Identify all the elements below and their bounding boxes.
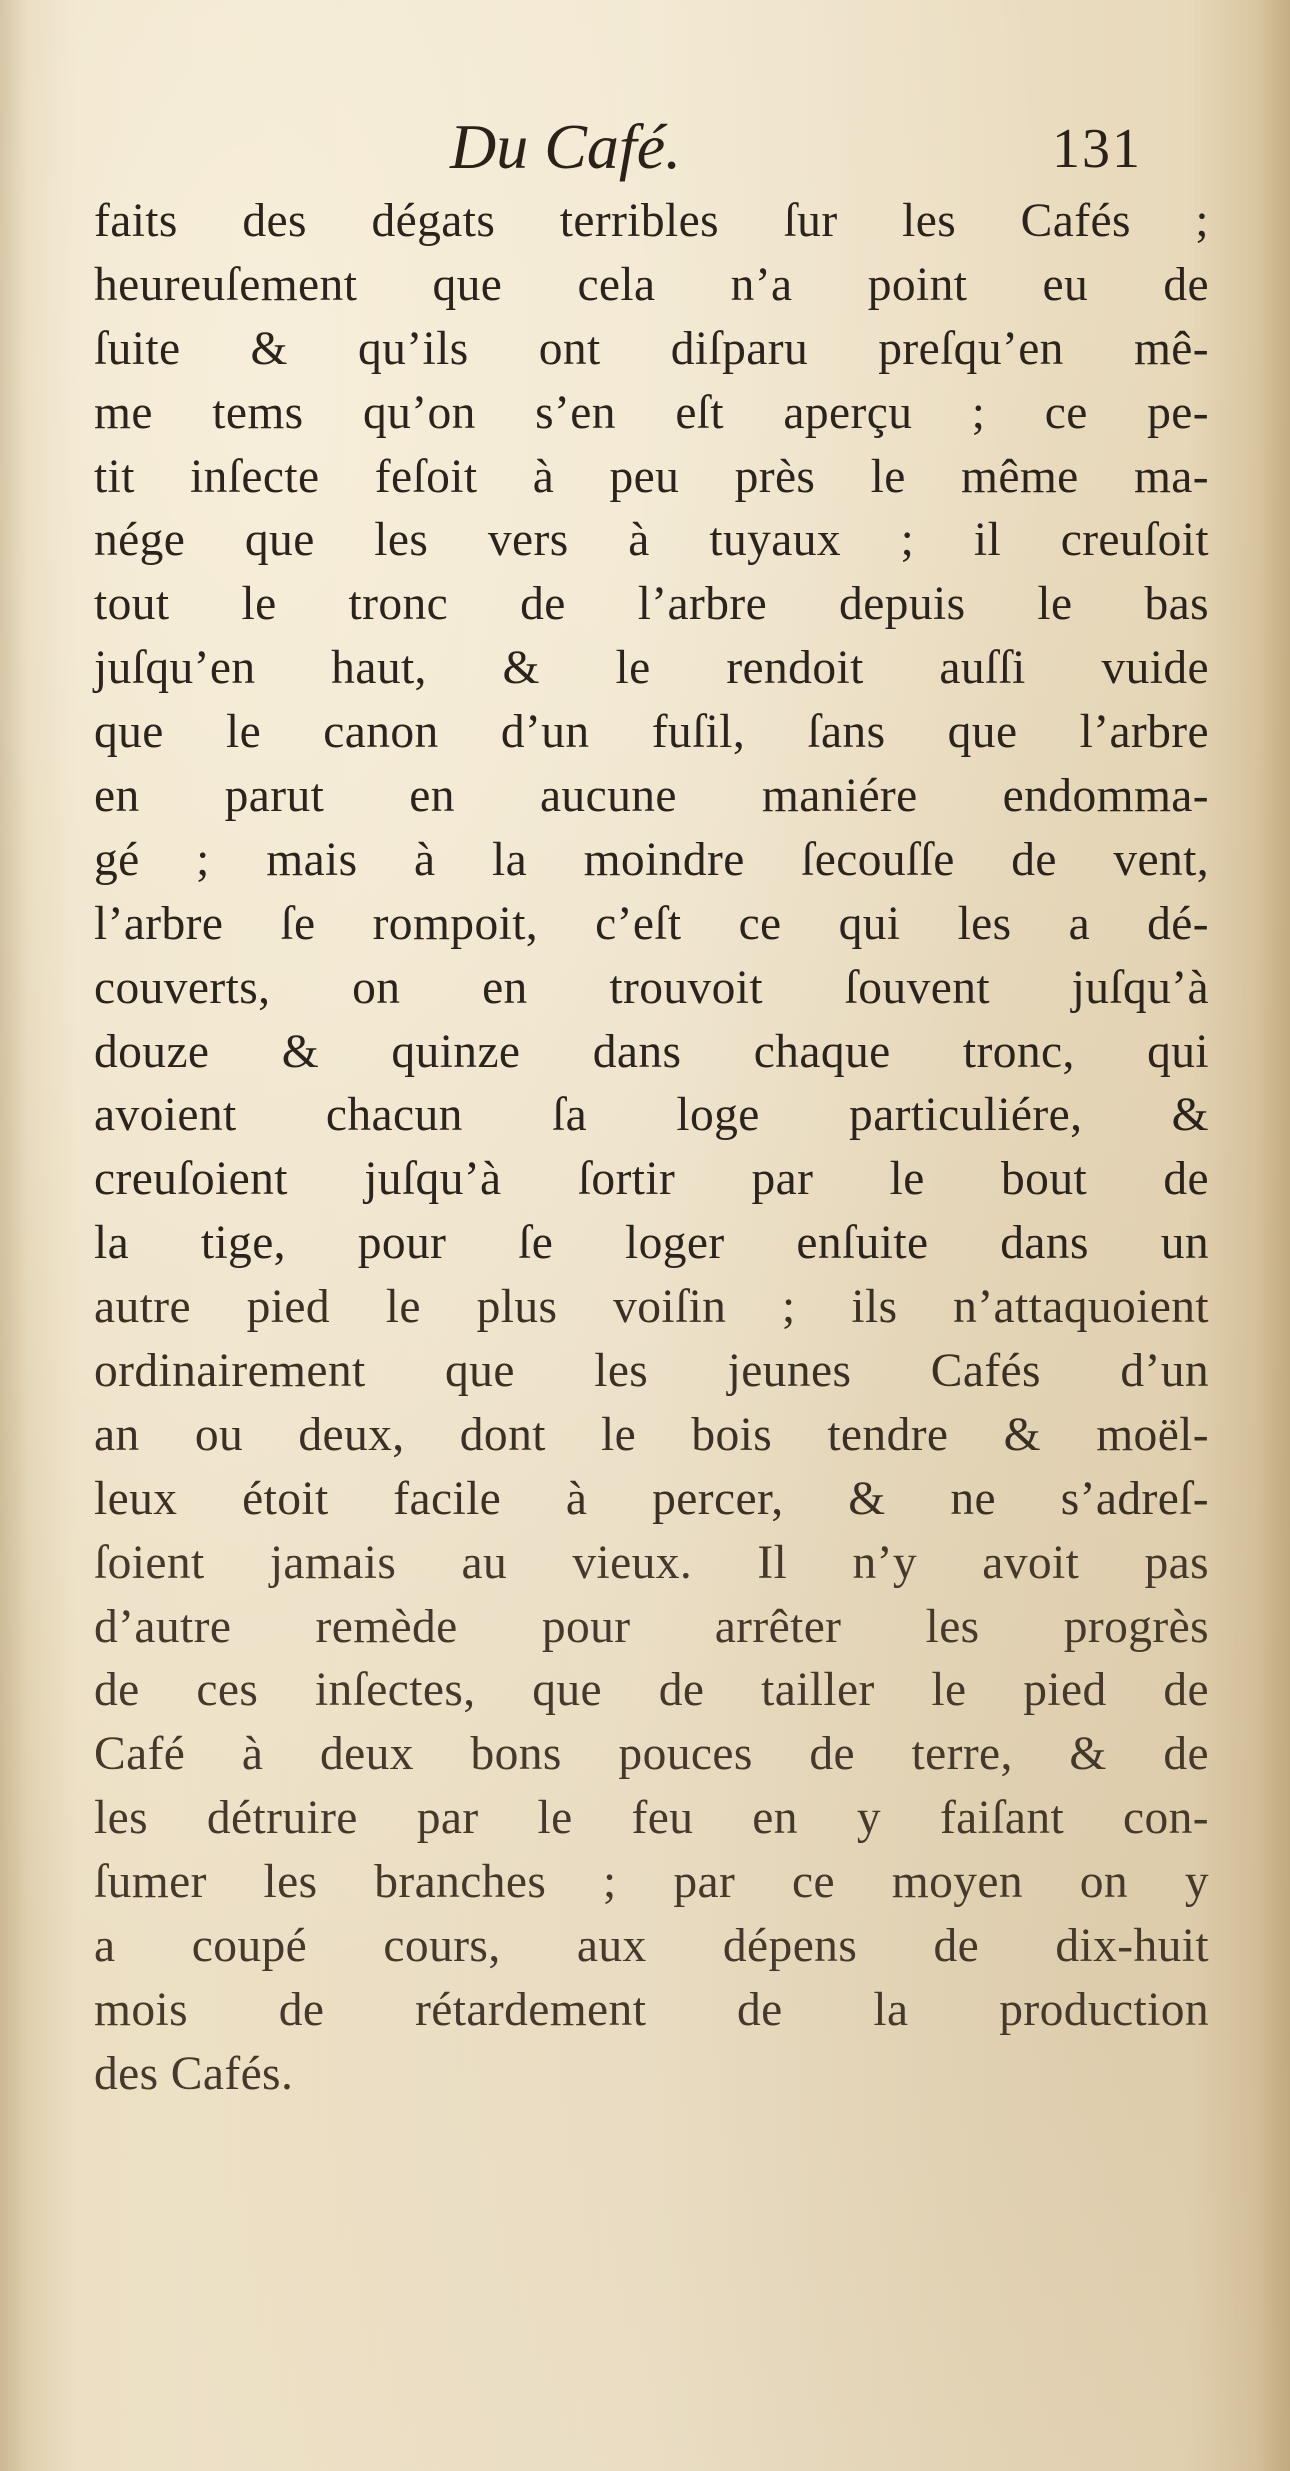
text-line: ordinairement que les jeunes Cafés d’un xyxy=(94,1345,1209,1398)
text-line: d’autre remède pour arrêter les progrès xyxy=(94,1600,1209,1653)
text-line: couverts, on en trouvoit ſouvent juſqu’à xyxy=(94,961,1209,1014)
text-line: gé ; mais à la moindre ſecouſſe de vent, xyxy=(94,833,1209,886)
text-line: a coupé cours, aux dépens de dix-huit xyxy=(94,1920,1209,1973)
text-line: an ou deux, dont le bois tendre & moël- xyxy=(94,1408,1209,1461)
text-line: ſumer les branches ; par ce moyen on y xyxy=(94,1856,1209,1909)
text-line: les détruire par le feu en y faiſant con- xyxy=(94,1792,1209,1845)
text-line: me tems qu’on s’en eſt aperçu ; ce pe- xyxy=(94,386,1209,439)
text-line: nége que les vers à tuyaux ; il creuſoit xyxy=(94,514,1209,567)
text-line: douze & quinze dans chaque tronc, qui xyxy=(94,1025,1209,1078)
running-head xyxy=(0,112,1290,182)
text-line: avoient chacun ſa loge particuliére, & xyxy=(94,1089,1209,1142)
text-line: en parut en aucune maniére endomma- xyxy=(94,770,1209,823)
text-line: ſoient jamais au vieux. Il n’y avoit pas xyxy=(94,1536,1209,1589)
text-line: faits des dégats terribles ſur les Cafés ; xyxy=(94,195,1209,247)
text-line: que le canon d’un fuſil, ſans que l’arbre xyxy=(94,706,1209,759)
text-line: tout le tronc de l’arbre depuis le bas xyxy=(94,578,1209,631)
text-line: juſqu’en haut, & le rendoit auſſi vuide xyxy=(94,642,1209,695)
text-line: des Cafés. xyxy=(94,2047,294,2100)
text-line: la tige, pour ſe loger enſuite dans un xyxy=(94,1217,1209,1270)
text-line: Café à deux bons pouces de terre, & de xyxy=(94,1728,1209,1781)
text-line: heureuſement que cela n’a point eu de xyxy=(94,258,1209,311)
text-line: autre pied le plus voiſin ; ils n’attaquoient xyxy=(94,1281,1209,1334)
text-line: leux étoit facile à percer, & ne s’adreſ- xyxy=(94,1472,1209,1525)
text-line: tit inſecte feſoit à peu près le même ma- xyxy=(94,450,1209,503)
page-number: 131 xyxy=(1052,118,1142,180)
body-text xyxy=(94,190,1209,2107)
text-line: ſuite & qu’ils ont diſparu preſqu’en mê- xyxy=(94,322,1209,375)
running-head-title: Du Café. xyxy=(450,111,682,182)
text-line: de ces inſectes, que de tailler le pied de xyxy=(94,1664,1209,1717)
text-line: creuſoient juſqu’à ſortir par le bout de xyxy=(94,1153,1209,1206)
text-line: mois de rétardement de la production xyxy=(94,1983,1209,2036)
text-line: l’arbre ſe rompoit, c’eſt ce qui les a dé- xyxy=(94,897,1209,950)
